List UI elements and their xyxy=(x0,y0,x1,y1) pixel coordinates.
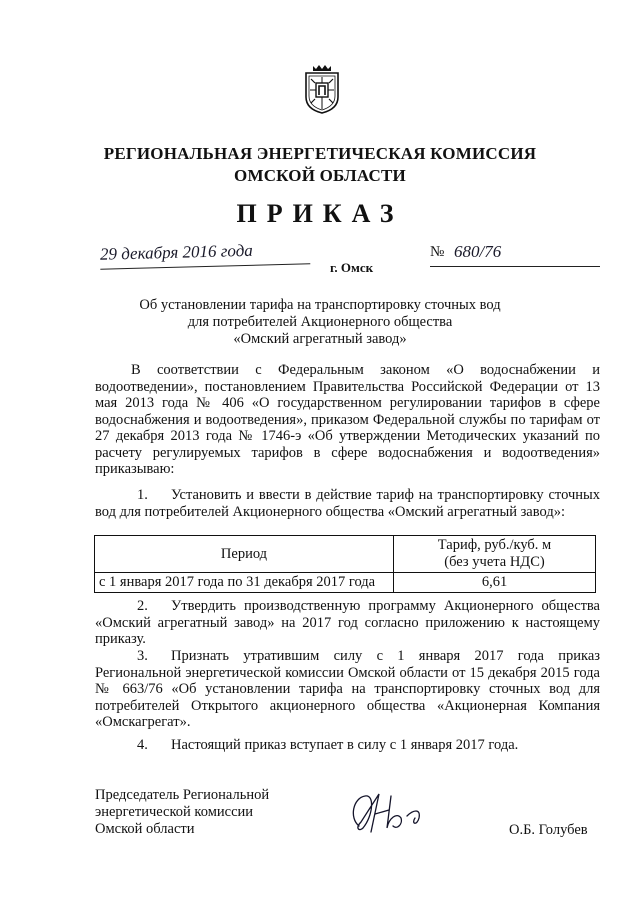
table-row xyxy=(95,573,596,593)
item-1-number: 1. xyxy=(137,487,148,503)
item-1 xyxy=(95,487,600,520)
number-value: 680/76 xyxy=(454,242,502,261)
subject-line-1: Об установлении тарифа на транспортировку сточных вод xyxy=(139,297,501,313)
preamble-text: В соответствии с Федеральным законом «О водоснабжении и водоотведении», постановлением Правительства Российской Федерации от 13 мая 2013 года № 406 «О государственном регулировании тарифов в сфере водоснабжения и водоотведения», приказом Федеральной службы по тарифам от 27 декабря 2013 года № 1746-э «Об утверждении Методических указаний по расчету регулируемых тарифов в сфере водоснабжения и водоотведения» приказываю: xyxy=(95,362,600,477)
document-date: 29 декабря 2016 года xyxy=(100,239,311,269)
signatory-title-line-1: Председатель Региональной xyxy=(95,787,270,803)
item-4-text: Настоящий приказ вступает в силу с 1 января 2017 года. xyxy=(171,737,519,753)
number-sign: № xyxy=(430,244,445,260)
item-4-number: 4. xyxy=(137,737,148,753)
item-2 xyxy=(95,598,600,648)
signatory-name: О.Б. Голубев xyxy=(509,822,588,838)
organization-region: ОМСКОЙ ОБЛАСТИ xyxy=(234,166,406,185)
subject-line-3: «Омский агрегатный завод» xyxy=(233,331,407,347)
item-2-text: Утвердить производственную программу Акционерного общества «Омский агрегатный завод» на 2017 год согласно приложению к настоящему приказу. xyxy=(95,598,600,647)
item-3-number: 3. xyxy=(137,648,148,664)
city: г. Омск xyxy=(330,260,374,275)
document-number xyxy=(430,244,600,267)
signatory-title-line-3: Омской области xyxy=(95,821,195,837)
handwritten-signature-icon xyxy=(345,788,445,838)
column-header-tariff xyxy=(394,536,596,573)
document-type: ПРИКАЗ xyxy=(236,199,404,228)
tariff-header-line-2: (без учета НДС) xyxy=(444,554,545,570)
organization-name: РЕГИОНАЛЬНАЯ ЭНЕРГЕТИЧЕСКАЯ КОМИССИЯ xyxy=(103,144,537,163)
coat-of-arms-icon xyxy=(301,63,343,115)
tariff-cell: 6,61 xyxy=(394,573,596,593)
document-subject xyxy=(90,297,550,348)
table-header-row xyxy=(95,536,596,573)
item-3-text: Признать утратившим силу с 1 января 2017 года приказ Региональной энергетической комиссии Омской области от 15 декабря 2015 года № 663/76 «Об установлении тарифа на транспортировку сточных вод для потребителей Открытого акционерного общества «Акционерная Компания «Омскагрегат». xyxy=(95,648,600,730)
tariff-header-line-1: Тариф, руб./куб. м xyxy=(437,537,552,553)
preamble-paragraph xyxy=(95,362,600,478)
period-cell: с 1 января 2017 года по 31 декабря 2017 года xyxy=(95,573,394,593)
column-header-period: Период xyxy=(95,536,394,573)
tariff-table xyxy=(94,535,596,593)
item-1-text: Установить и ввести в действие тариф на транспортировку сточных вод для потребителей Акционерного общества «Омский агрегатный завод»: xyxy=(95,487,600,520)
item-2-number: 2. xyxy=(137,598,148,614)
item-4 xyxy=(95,737,600,754)
signatory-title xyxy=(95,787,269,838)
item-3 xyxy=(95,648,600,731)
subject-line-2: для потребителей Акционерного общества xyxy=(187,314,453,330)
signatory-title-line-2: энергетической комиссии xyxy=(95,804,254,820)
